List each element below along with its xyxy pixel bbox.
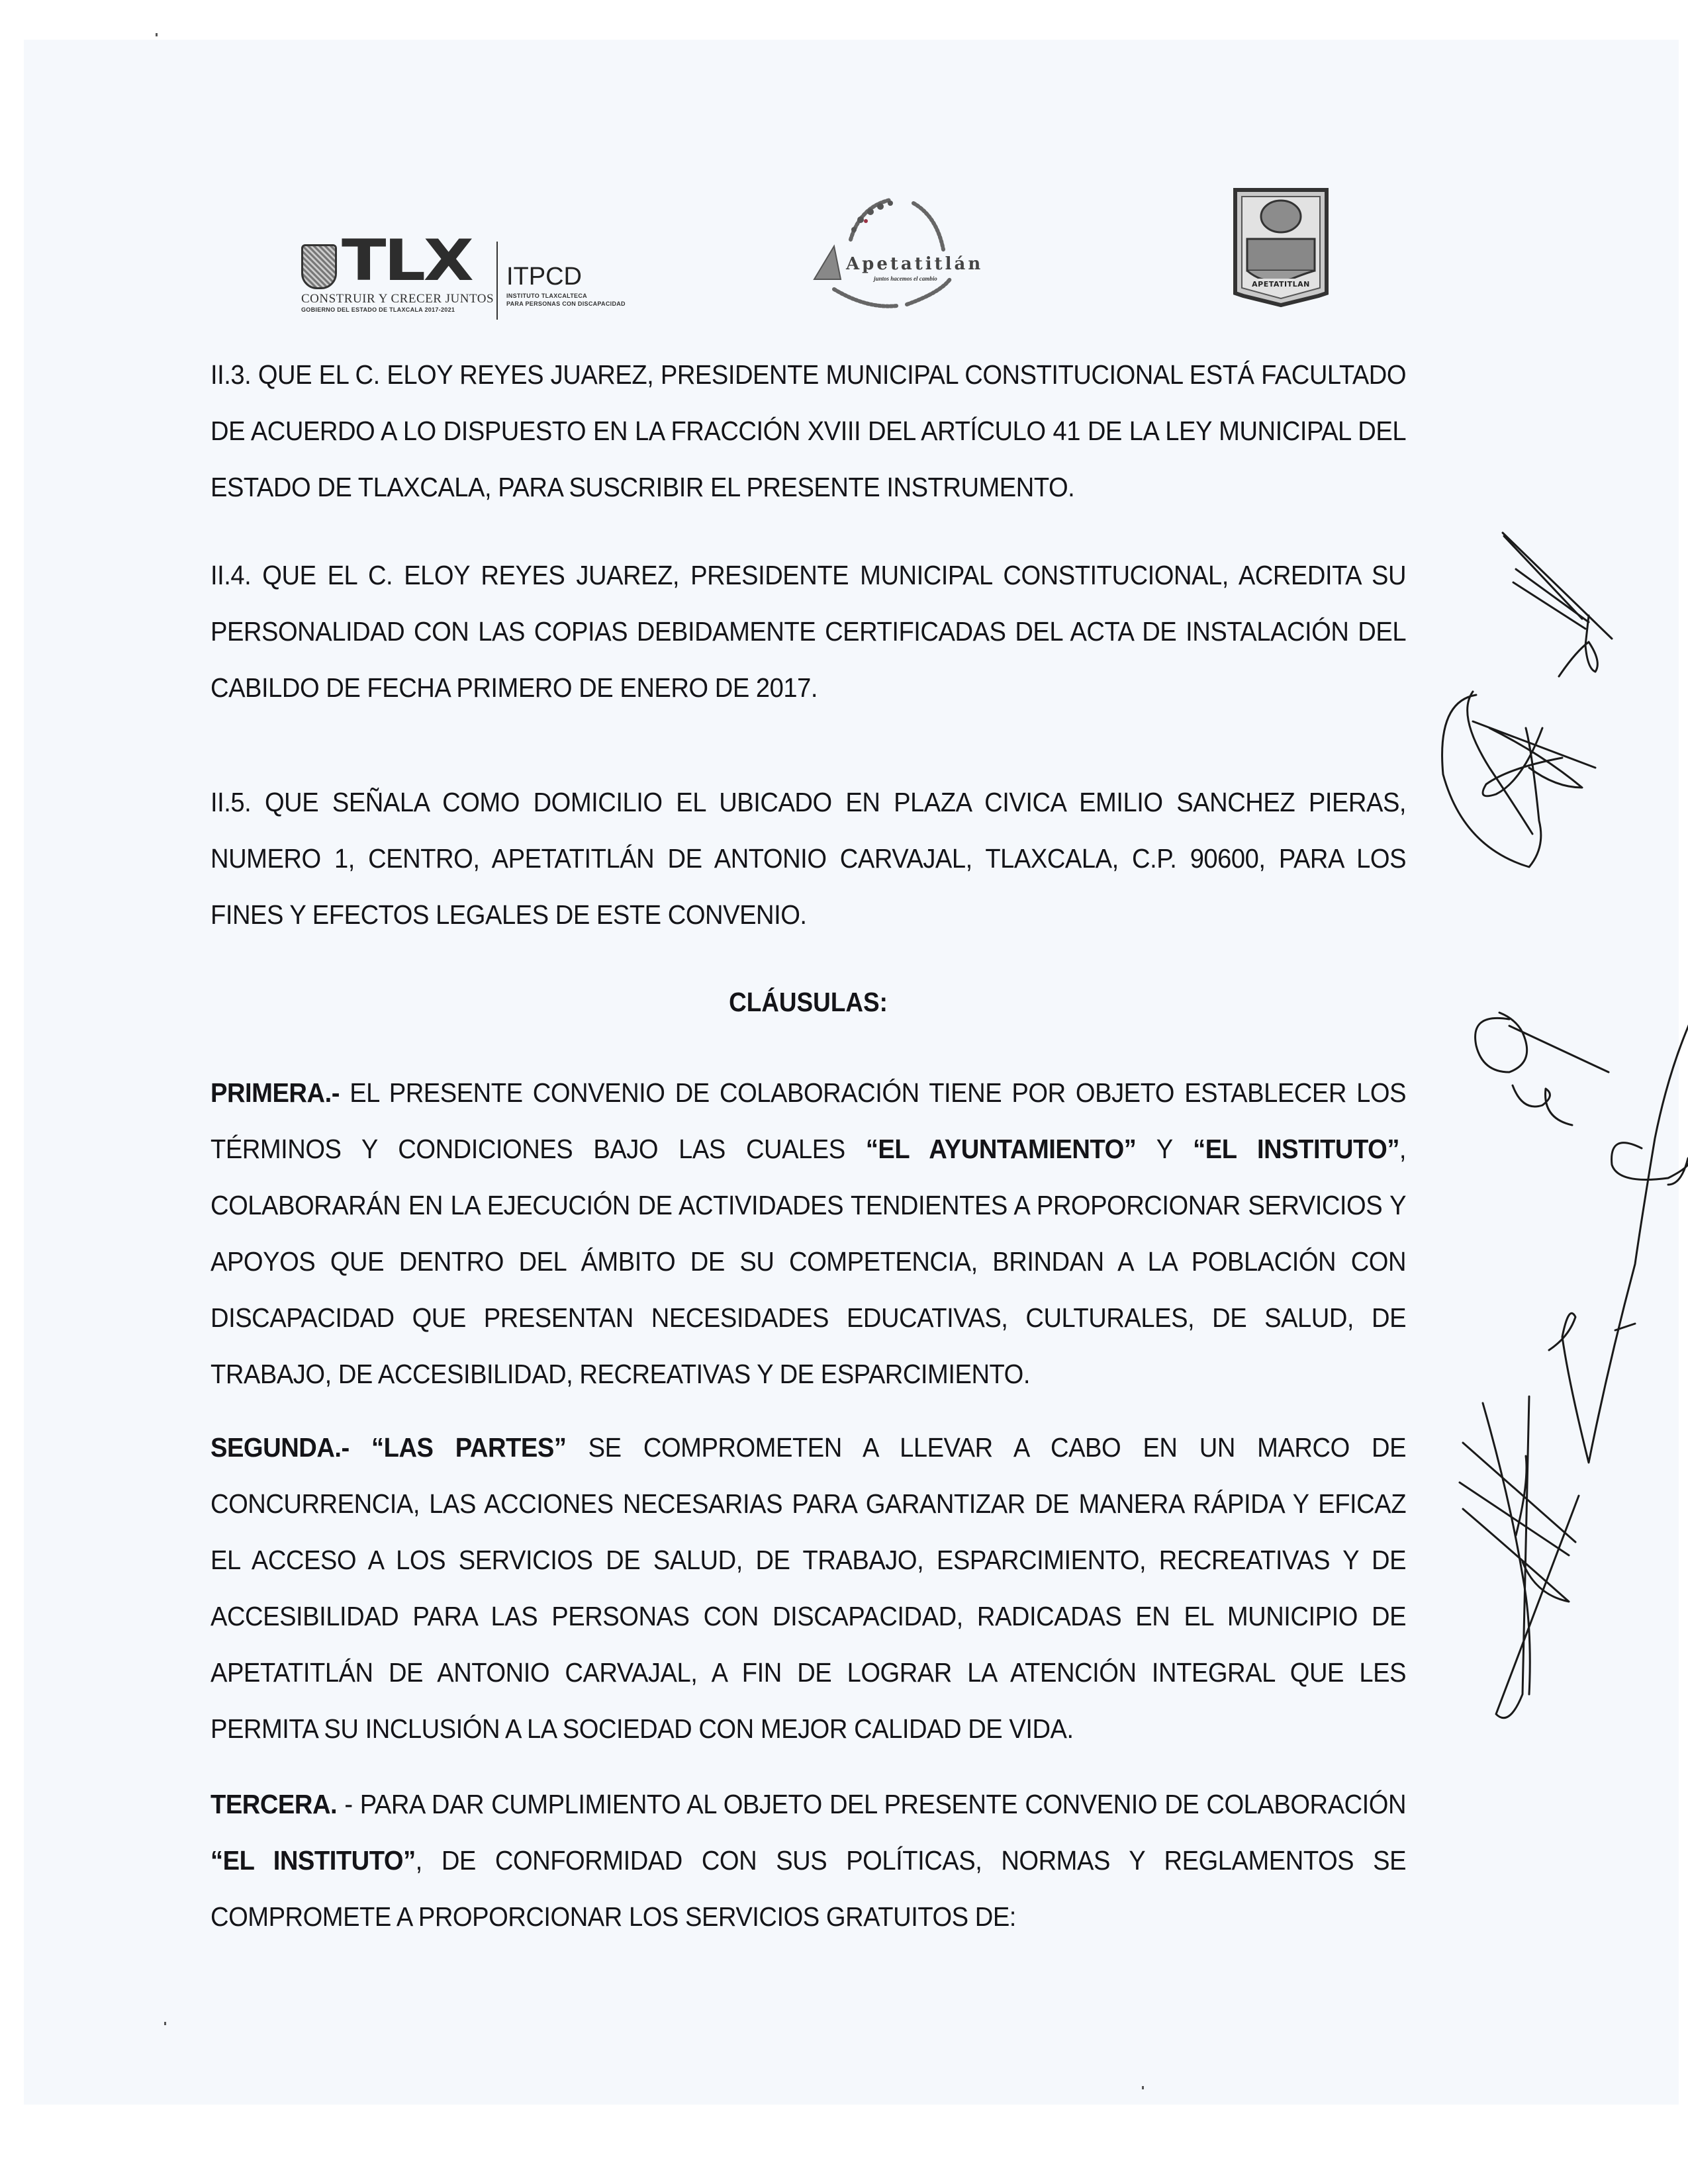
apetatitlan-wordmark: Apetatitlán xyxy=(846,254,984,274)
itpcd-line2: PARA PERSONAS CON DISCAPACIDAD xyxy=(506,300,626,307)
tlx-itpcd-logo xyxy=(298,228,669,314)
clause-text: Y xyxy=(1136,1134,1194,1164)
party-name: “EL INSTITUTO” xyxy=(211,1845,416,1876)
clause-label: SEGUNDA.- xyxy=(211,1432,350,1463)
party-name: “EL INSTITUTO” xyxy=(1193,1134,1399,1164)
municipal-shield-logo xyxy=(1233,187,1329,308)
tlx-wordmark: TLX xyxy=(342,228,472,294)
party-name: “LAS PARTES” xyxy=(349,1432,567,1463)
scan-speck xyxy=(156,33,158,36)
apetatitlan-wreath-icon xyxy=(808,187,966,319)
apetatitlan-tagline: juntos hacemos el cambio xyxy=(874,275,937,282)
clause-label: TERCERA. xyxy=(211,1789,338,1819)
signature-1 xyxy=(1503,533,1612,676)
apetatitlan-logo xyxy=(808,187,984,319)
logo-divider xyxy=(496,242,498,320)
tlx-government-line: GOBIERNO DEL ESTADO DE TLAXCALA 2017-2021 xyxy=(301,306,455,313)
coat-of-arms-icon xyxy=(1233,187,1329,308)
signature-4 xyxy=(1549,1019,1688,1463)
signature-2 xyxy=(1442,692,1595,867)
shield-label: APETATITLAN xyxy=(1252,280,1310,289)
clause-II-4: II.4. QUE EL C. ELOY REYES JUAREZ, PRESIDENTE MUNICIPAL CONSTITUCIONAL, ACREDITA SU PERSONALIDAD CON LAS COPIAS DEBIDAMENTE CERTIFICADAS DEL ACTA DE INSTALACIÓN DEL CABILDO DE FECHA PRIMERO DE ENERO DE 2017. xyxy=(211,560,1407,703)
clause-tercera xyxy=(211,1776,1406,1945)
itpcd-line1: INSTITUTO TLAXCALTECA xyxy=(506,293,587,299)
clause-text: , DE CONFORMIDAD CON SUS POLÍTICAS, NORMAS Y REGLAMENTOS SE COMPROMETE A PROPORCIONAR LOS SERVICIOS GRATUITOS DE: xyxy=(211,1845,1407,1932)
letterhead xyxy=(0,0,1688,331)
clause-II-5: II.5. QUE SEÑALA COMO DOMICILIO EL UBICADO EN PLAZA CIVICA EMILIO SANCHEZ PIERAS, NUMERO 1, CENTRO, APETATITLÁN DE ANTONIO CARVAJAL, TLAXCALA, C.P. 90600, PARA LOS FINES Y EFECTOS LEGALES DE ESTE CONVENIO. xyxy=(211,787,1407,930)
tlx-motto: CONSTRUIR Y CRECER JUNTOS xyxy=(301,292,494,306)
scan-speck xyxy=(1142,2086,1144,2089)
margin-signatures xyxy=(1390,503,1688,1893)
clause-segunda xyxy=(211,1420,1406,1757)
tlaxcala-shield-icon xyxy=(301,244,337,289)
clauses-heading: CLÁUSULAS: xyxy=(729,987,888,1017)
scan-speck xyxy=(164,2022,166,2025)
clause-II-3: II.3. QUE EL C. ELOY REYES JUAREZ, PRESIDENTE MUNICIPAL CONSTITUCIONAL ESTÁ FACULTADO DE ACUERDO A LO DISPUESTO EN LA FRACCIÓN XVIII DEL ARTÍCULO 41 DE LA LEY MUNICIPAL DEL ESTADO DE TLAXCALA, PARA SUSCRIBIR EL PRESENTE INSTRUMENTO. xyxy=(211,359,1407,502)
signature-3 xyxy=(1476,1013,1609,1125)
clause-text: - PARA DAR CUMPLIMIENTO AL OBJETO DEL PRESENTE CONVENIO DE COLABORACIÓN xyxy=(337,1789,1407,1819)
clause-text: SE COMPROMETEN A LLEVAR A CABO EN UN MARCO DE CONCURRENCIA, LAS ACCIONES NECESARIAS PARA GARANTIZAR DE MANERA RÁPIDA Y EFICAZ EL ACCESO A LOS SERVICIOS DE SALUD, DE TRABAJO, ESPARCIMIENTO, RECREATIVAS Y DE ACCESIBILIDAD PARA LAS PERSONAS CON DISCAPACIDAD, RADICADAS EN EL MUNICIPIO DE APETATITLÁN DE ANTONIO CARVAJAL, A FIN DE LOGRAR LA ATENCIÓN INTEGRAL QUE LES PERMITA SU INCLUSIÓN A LA SOCIEDAD CON MEJOR CALIDAD DE VIDA. xyxy=(211,1432,1407,1744)
clause-text: EL PRESENTE CONVENIO DE COLABORACIÓN TIENE POR OBJETO ESTABLECER LOS TÉRMINOS Y CONDICIONES BAJO LAS CUALES xyxy=(211,1077,1407,1164)
itpcd-fullname xyxy=(506,292,626,308)
clause-text: , COLABORARÁN EN LA EJECUCIÓN DE ACTIVIDADES TENDIENTES A PROPORCIONAR SERVICIOS Y APOYOS QUE DENTRO DEL ÁMBITO DE SU COMPETENCIA, BRINDAN A LA POBLACIÓN CON DISCAPACIDAD QUE PRESENTAN NECESIDADES EDUCATIVAS, CULTURALES, DE SALUD, DE TRABAJO, DE ACCESIBILIDAD, RECREATIVAS Y DE ESPARCIMIENTO. xyxy=(211,1134,1407,1389)
clause-label: PRIMERA.- xyxy=(211,1077,340,1108)
party-name: “EL AYUNTAMIENTO” xyxy=(865,1134,1137,1164)
signature-5 xyxy=(1460,1396,1579,1718)
itpcd-acronym: ITPCD xyxy=(506,263,582,291)
clause-primera xyxy=(211,1065,1406,1402)
